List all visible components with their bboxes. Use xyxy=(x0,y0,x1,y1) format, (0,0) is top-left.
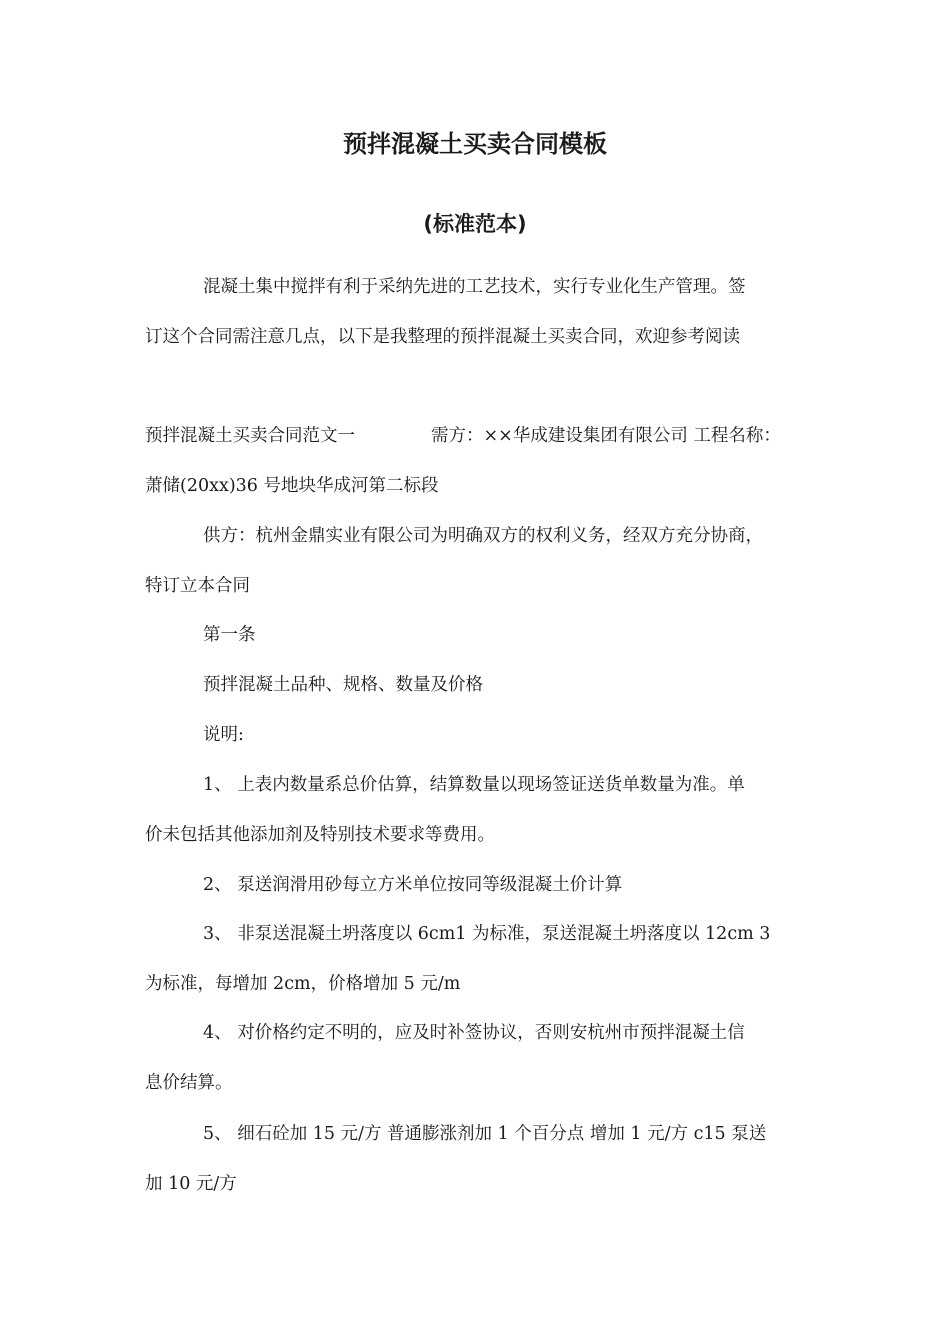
note-4-line-2: 息价结算。 xyxy=(145,1073,233,1093)
supplier-line-1: 供方：杭州金鼎实业有限公司为明确双方的权利义务，经双方充分协商， xyxy=(203,526,763,546)
note-1-line-2: 价未包括其他添加剂及特别技术要求等费用。 xyxy=(145,825,495,845)
document-subtitle: (标准范本) xyxy=(423,212,527,236)
note-1-line-1: 1、 上表内数量系总价估算，结算数量以现场签证送货单数量为准。单 xyxy=(203,775,745,795)
note-label: 说明: xyxy=(203,725,244,745)
article-title: 预拌混凝土品种、规格、数量及价格 xyxy=(203,675,483,695)
buyer-line: 需方：××华成建设集团有限公司 工程名称： xyxy=(431,426,781,446)
note-3-line-1: 3、 非泵送混凝土坍落度以 6cm1 为标准，泵送混凝土坍落度以 12cm 3 xyxy=(203,924,771,944)
note-4-line-1: 4、 对价格约定不明的，应及时补签协议，否则安杭州市预拌混凝土信 xyxy=(203,1023,745,1043)
note-5-line-1: 5、 细石砼加 15 元/方 普通膨涨剂加 1 个百分点 增加 1 元/方 c15 泵送 xyxy=(203,1124,767,1144)
note-5-line-2: 加 10 元/方 xyxy=(145,1174,237,1194)
section-heading: 预拌混凝土买卖合同范文一 xyxy=(145,426,355,446)
supplier-line-2: 特订立本合同 xyxy=(145,576,250,596)
note-3-line-2: 为标准，每增加 2cm，价格增加 5 元/m xyxy=(145,974,461,994)
intro-line-1: 混凝土集中搅拌有利于采纳先进的工艺技术，实行专业化生产管理。签 xyxy=(203,277,746,297)
article-heading: 第一条 xyxy=(203,625,256,645)
note-2: 2、 泵送润滑用砂每立方米单位按同等级混凝土价计算 xyxy=(203,875,623,895)
document-title: 预拌混凝土买卖合同模板 xyxy=(343,130,607,158)
intro-line-2: 订这个合同需注意几点，以下是我整理的预拌混凝土买卖合同，欢迎参考阅读 xyxy=(145,327,740,347)
project-line: 萧储(20xx)36 号地块华成河第二标段 xyxy=(145,476,439,496)
